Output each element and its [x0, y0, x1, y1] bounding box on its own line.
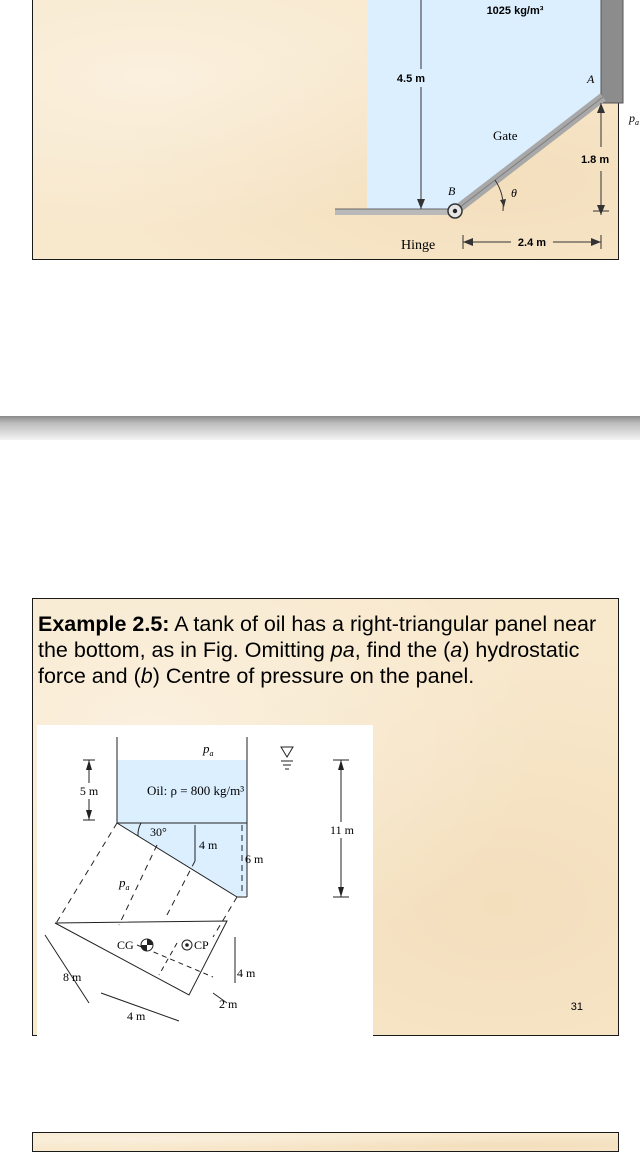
cp-label: CP [194, 938, 209, 952]
density-label: 1025 kg/m³ [486, 5, 544, 17]
gate-figure [335, 0, 639, 261]
dim-8m: 8 m [63, 970, 82, 984]
dim-4m-top: 4 m [199, 838, 218, 852]
page-number: 31 [570, 1001, 583, 1013]
slide-previous [32, 0, 639, 260]
water-region [367, 0, 601, 211]
example-text: Example 2.5: A tank of oil has a right-triangular panel near the bottom, as in Fig. Omitting pa, find the (a) hydrostatic force and (b) Centre of pressure on the panel. [38, 612, 597, 688]
theta-label: θ [511, 186, 517, 200]
pa-label: $p_a$ [629, 111, 639, 127]
width-label: 2.4 m [517, 237, 547, 249]
dim-4m-right: 4 m [237, 966, 256, 980]
point-a-label: A [587, 72, 595, 86]
oil-label: Oil: ρ = 800 kg/m³ [147, 783, 245, 798]
slide-next [32, 1132, 619, 1152]
dim-4m-bottom: 4 m [127, 1009, 146, 1023]
dim-11m: 11 m [330, 823, 354, 837]
example-heading: Example 2.5: [38, 612, 170, 636]
point-b-label: B [448, 184, 456, 198]
dim-5m: 5 m [79, 784, 99, 798]
pa-top-label: $p_a$ [203, 741, 214, 758]
dim-2m: 2 m [219, 997, 238, 1011]
hinge-label: Hinge [401, 238, 436, 253]
angle-label: 30° [150, 825, 167, 839]
oil-tank-figure [37, 725, 373, 1037]
cg-label: CG [117, 938, 134, 952]
wall [601, 0, 623, 103]
slide-example-2-5 [32, 598, 619, 1036]
slide-divider [0, 416, 640, 440]
depth-label: 4.5 m [396, 73, 426, 85]
gate-label: Gate [493, 128, 518, 143]
pa-mid-label: $p_a$ [119, 875, 130, 892]
height-label: 1.8 m [581, 154, 610, 166]
dim-6m: 6 m [245, 852, 264, 866]
floor [335, 209, 457, 215]
